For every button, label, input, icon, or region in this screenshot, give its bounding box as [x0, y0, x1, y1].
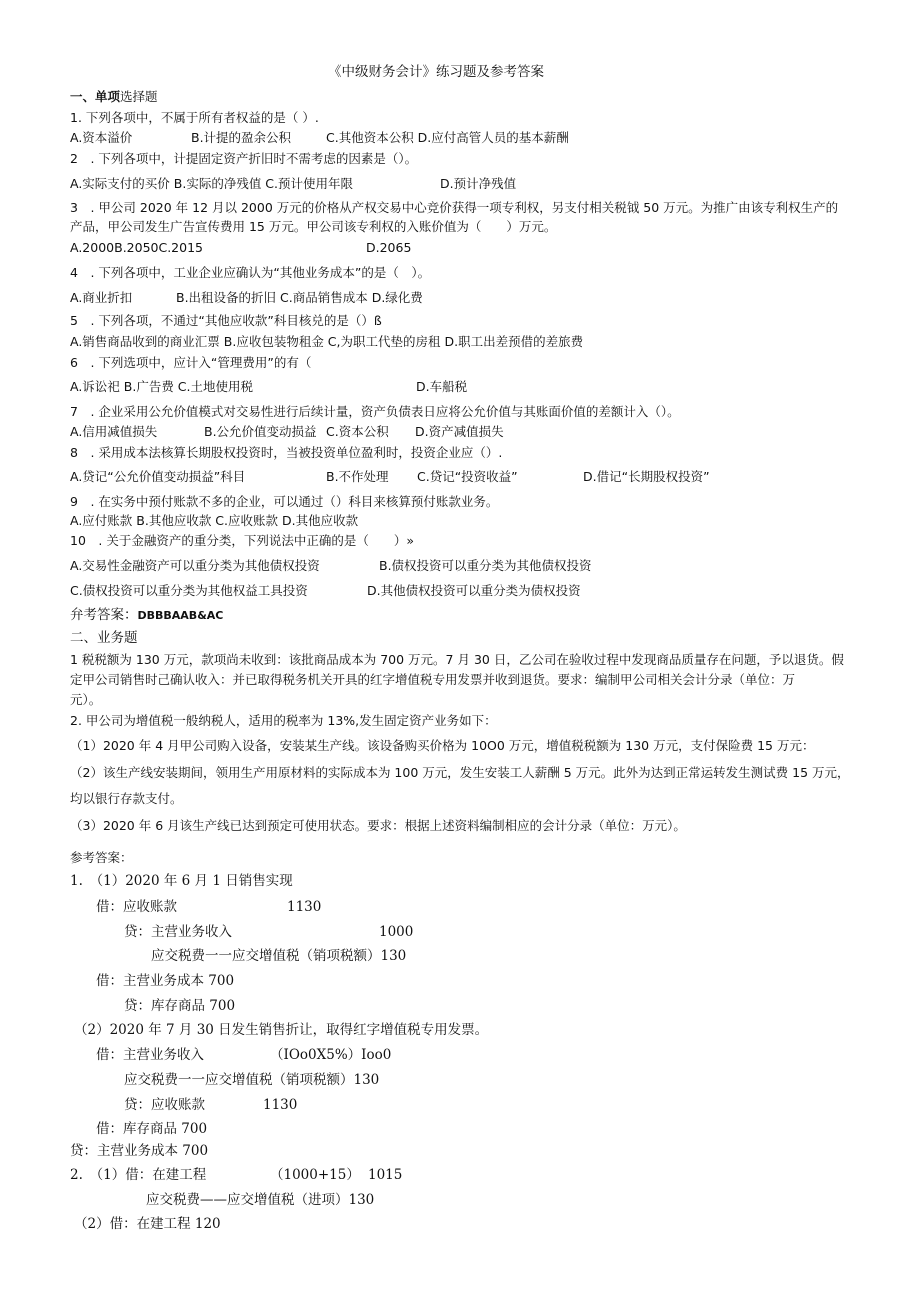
option-d: D.预计净残值: [440, 176, 517, 191]
answer-value: DBBBAAB&AC: [137, 609, 224, 622]
entry-credit: 贷：主营业务收入: [124, 924, 232, 940]
option-a: A.信用减值损失: [70, 424, 158, 439]
question-10-options-row-1: [70, 558, 592, 574]
answer-line-7: （2）2020 年 7 月 30 日发生销售折让，取得红字增值税专用发票。: [74, 1022, 489, 1038]
entry-amount: 1130: [263, 1097, 298, 1113]
option-a: A.交易性金融资产可以重分类为其他债权投资: [70, 558, 320, 573]
entry-debit: 借：应收账款: [96, 899, 177, 915]
question-9-options: A.应付账款 B.其他应收款 C.应收账款 D.其他应收款: [70, 513, 359, 528]
business-2-intro: 2. 甲公司为增值税一般纳税人，适用的税率为 13%,发生固定资产业务如下：: [70, 713, 497, 728]
option-abc: A.诉讼祀 B.广告费 C.土地使用税: [70, 379, 254, 394]
option-a: A.商业折扣: [70, 290, 133, 305]
entry-debit: 借：主营业务收入: [96, 1047, 204, 1063]
option-d: D.借记“长期股权投资”: [583, 469, 710, 484]
answer-line-4: 应交税费一一应交增值税（销项税额）130: [151, 948, 407, 964]
question-1-options: [70, 130, 569, 146]
option-d: D.其他债权投资可以重分类为债权投资: [367, 583, 581, 598]
entry-debit: 2. （1）借：在建工程: [70, 1167, 207, 1183]
answer-key: [70, 607, 223, 624]
business-2-item-3: （3）2020 年 6 月该生产线已达到预定可使用状态。要求：根据上述资料编制相应的会计分录（单位：万元）。: [70, 818, 686, 833]
question-8-stem: 8 . 采用成本法核算长期股权投资时，当被投资单位盈利时，投资企业应（）.: [70, 445, 503, 460]
option-d: D.2065: [366, 240, 412, 255]
entry-amount: （IOo0X5%）Ioo0: [270, 1047, 392, 1063]
answer-line-12: 贷：主营业务成本 700: [70, 1143, 209, 1159]
question-7-options: [70, 424, 504, 440]
section-heading-bold: 一、单项: [70, 89, 121, 104]
answer-line-13: [70, 1167, 403, 1183]
option-b: B.债权投资可以重分类为其他债权投资: [379, 558, 592, 573]
entry-amount: 1000: [379, 924, 414, 940]
entry-credit: 贷：应收账款: [124, 1097, 205, 1113]
question-5-stem: 5 . 下列各项，不通过“其他应收款”科目核兑的是（）ß: [70, 313, 382, 328]
question-1-stem: 1. 下列各项中，不属于所有者权益的是（ ）.: [70, 110, 319, 125]
question-2-options: [70, 176, 517, 192]
answer-line-15: （2）借：在建工程 120: [74, 1216, 221, 1232]
question-10-stem: 10 . 关于金融资产的重分类，下列说法中正确的是（ ）»: [70, 533, 415, 548]
entry-amount: 1015: [368, 1167, 403, 1183]
option-c: C.贷记“投资收益”: [417, 469, 518, 484]
option-a: A.贷记“公允价值变动损益”科目: [70, 469, 246, 484]
question-3-options: [70, 240, 412, 256]
answer-line-14: 应交税费——应交增值税（进项）130: [146, 1192, 375, 1208]
question-6-options: [70, 379, 468, 395]
entry-formula: （1000+15）: [270, 1167, 360, 1183]
section-heading-business: 二、业务题: [70, 630, 138, 646]
business-1-line-1: 1 税税额为 130 万元，款项尚未收到：该批商品成本为 700 万元。7 月 30 日，乙公司在验收过程中发现商品质量存在问题，予以退货。假: [70, 652, 844, 667]
business-2-item-2-line-2: 均以银行存款支付。: [70, 791, 183, 806]
answer-line-5: 借：主营业务成本 700: [96, 973, 235, 989]
reference-answer-label: 参考答案：: [70, 850, 133, 865]
question-9-stem: 9 . 在实务中预付账款不多的企业，可以通过（）科目来核算预付账款业务。: [70, 494, 499, 509]
answer-line-11: 借：库存商品 700: [96, 1121, 208, 1137]
question-4-options: [70, 290, 423, 306]
option-cd: C.其他资本公积 D.应付高管人员的基本薪酬: [326, 130, 569, 145]
option-b: B.不作处理: [326, 469, 389, 484]
answer-line-3: [124, 924, 414, 940]
option-c: C.资本公积: [326, 424, 389, 439]
answer-line-1: 1. （1）2020 年 6 月 1 日销售实现: [70, 873, 293, 889]
option-b: B.计提的盈余公积: [191, 130, 292, 145]
section-heading-single-choice: [70, 89, 158, 105]
question-5-options: A.销售商品收到的商业汇票 B.应收包装物租金 C,为职工代垫的房租 D.职工出差预借的差旅费: [70, 334, 584, 349]
option-c: C.债权投资可以重分类为其他权益工具投资: [70, 583, 308, 598]
question-4-stem: 4 . 下列各项中，工业企业应确认为“其他业务成本”的是（ ）。: [70, 265, 431, 280]
answer-line-6: 贷：库存商品 700: [124, 998, 236, 1014]
business-2-item-2-line-1: （2）该生产线安装期间，领用生产用原材料的实际成本为 100 万元，发生安装工人薪酬 5 万元。此外为达到正常运转发生测试费 15 万元，: [70, 765, 850, 780]
answer-line-2: [96, 899, 322, 915]
document-title: 《中级财务会计》练习题及参考答案: [328, 64, 544, 80]
answer-line-8: [96, 1047, 392, 1063]
business-1-line-3: 元）。: [70, 692, 102, 707]
section-heading-rest: 选择题: [120, 89, 158, 104]
question-8-options: [70, 469, 710, 485]
answer-label: 弁考答案：: [70, 607, 138, 623]
question-10-options-row-2: [70, 583, 581, 599]
question-3-stem-line-2: 产品，甲公司发生广告宣传费用 15 万元。甲公司该专利权的入账价值为（ ）万元。: [70, 219, 557, 234]
entry-amount: 1130: [287, 899, 322, 915]
answer-line-10: [124, 1097, 298, 1113]
question-7-stem: 7 . 企业采用公允价值模式对交易性进行后续计量，资产负债表日应将公允价值与其账面价值的差额计入（）。: [70, 404, 680, 419]
option-abc: A.实际支付的买价 B.实际的净残值 C.预计使用年限: [70, 176, 354, 191]
option-d: D.车船税: [416, 379, 468, 394]
business-2-item-1: （1）2020 年 4 月甲公司购入设备，安装某生产线。该设备购买价格为 10O0 万元，增值税税额为 130 万元，支付保险费 15 万元：: [70, 738, 815, 753]
answer-line-9: 应交税费一一应交增值税（销项税额）130: [124, 1072, 380, 1088]
option-b: B.公允价值变动损益: [204, 424, 317, 439]
question-6-stem: 6 . 下列选项中，应计入“管理费用”的有（: [70, 355, 312, 370]
option-bcd: B.出租设备的折旧 C.商品销售成本 D.绿化费: [176, 290, 423, 305]
business-1-line-2: 定甲公司销售时己确认收入：并已取得税务机关开具的红字增值税专用发票并收到退货。要求：编制甲公司相关会计分录（单位：万: [70, 672, 796, 687]
option-abc: A.2000B.2050C.2015: [70, 240, 203, 255]
question-2-stem: 2 . 下列各项中，计提固定资产折旧时不需考虑的因素是（）。: [70, 151, 418, 166]
question-3-stem-line-1: 3 . 甲公司 2020 年 12 月以 2000 万元的价格从产权交易中心竞价获得一项专利权，另支付相关税钺 50 万元。为推广由该专利权生产的: [70, 200, 839, 215]
option-a: A.资本溢价: [70, 130, 133, 145]
option-d: D.资产减值损失: [415, 424, 504, 439]
